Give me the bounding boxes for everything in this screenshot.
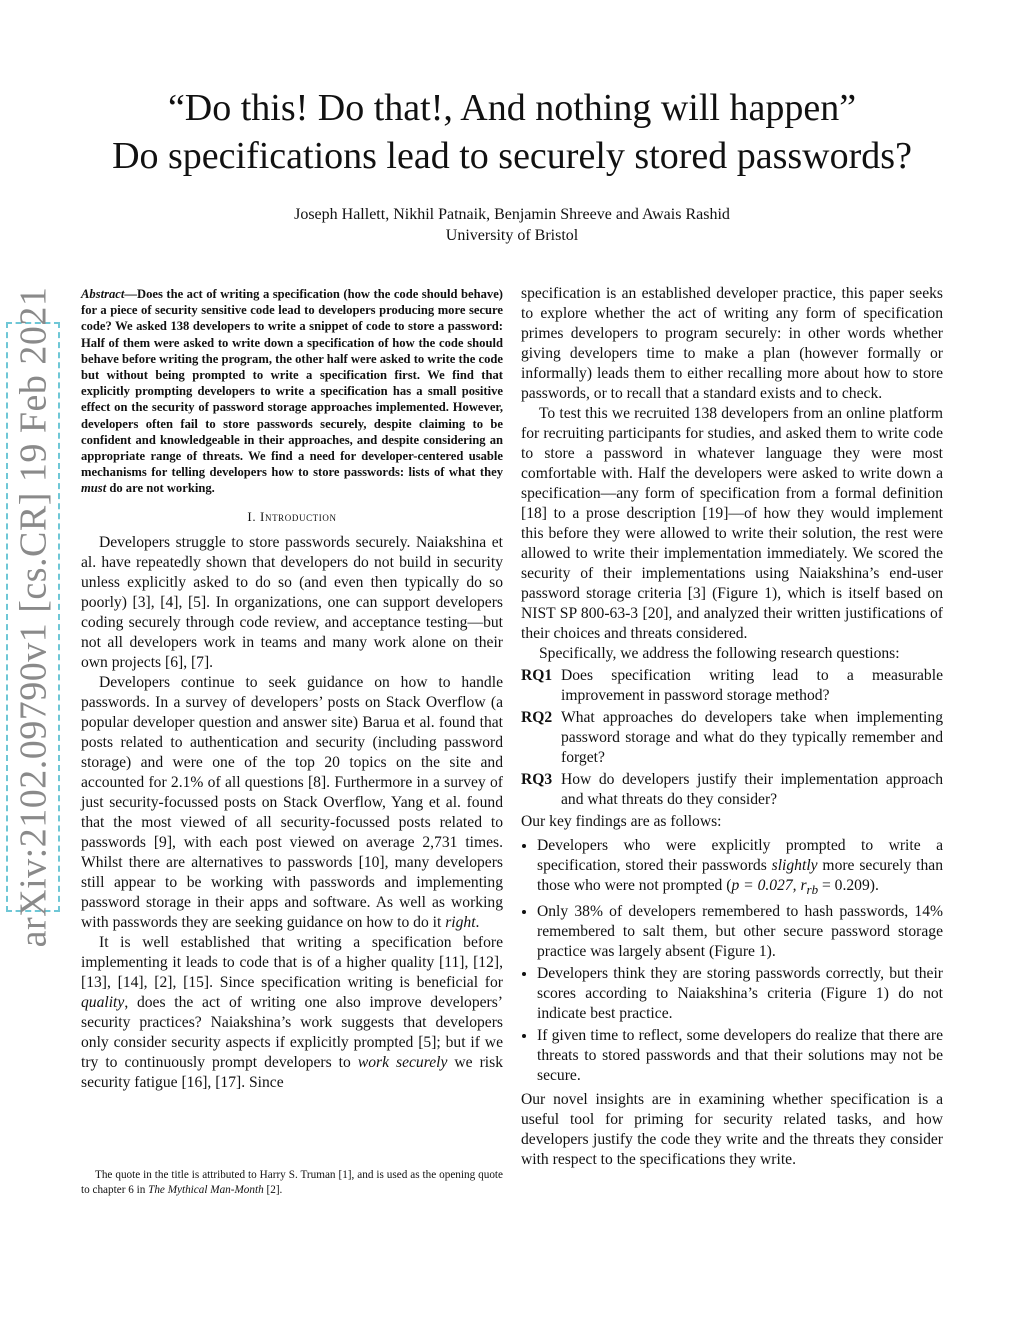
finding-1-stats-2: = 0.209 (818, 877, 870, 894)
rq-text: How do developers justify their implementation approach and what threats do they consider? (561, 771, 943, 808)
list-item: • Only 38% of developers remembered to hash passwords, 14% remembered to salt them, but other secure password storage practice was largely absent (Figure 1). (537, 902, 943, 962)
arxiv-stamp (6, 286, 60, 948)
intro-p3-work-securely: work securely (357, 1053, 448, 1071)
title-line-1: “Do this! Do that!, And nothing will happen” (167, 87, 857, 129)
authors: Joseph Hallett, Nikhil Patnaik, Benjamin Shreeve and Awais Rashid (294, 206, 730, 223)
research-question-3 (521, 770, 943, 810)
abstract-text-a: —Does the act of writing a specification (how the code should behave) for a piece of security sensitive code lead to developers producing more secure code? We asked 138 developers to write a snippet of code to store a password: Half of them were asked to write down a specification of how the code should behave before writing the program, the other half were asked to write the code but without being prompted to write a specification first. We find that explicitly prompting developers to write a specification has a small positive effect on the security of password storage approaches implemented. However, developers often fail to store passwords securely, despite claiming to be confident and knowledgeable in their approaches, and despite considering an appropriate range of threats. We find a need for developer-centered usable mechanisms for telling developers how to store passwords: lists of what they (81, 287, 503, 480)
finding-1-text-c: ). (869, 877, 879, 894)
title-line-2: Do specifications lead to securely stored passwords? (112, 135, 912, 177)
intro-p3-text-c: we risk security fatigue [16], [17]. Since (81, 1053, 503, 1091)
affiliation: University of Bristol (445, 227, 579, 244)
finding-1-slightly: slightly (771, 857, 818, 874)
left-column (81, 286, 503, 1093)
section-title-introduction: I. Introduction (247, 508, 337, 524)
intro-paragraph-2 (81, 673, 503, 933)
intro-p2-right: right (445, 913, 476, 931)
right-final-paragraph: Our novel insights are in examining whether specification is a useful tool for priming for security related tasks, and how developers justify the code they write and the threats they consider with respect to the specifications they write. (521, 1091, 943, 1169)
rq-text: What approaches do developers take when implementing password storage and what do they typically remember and forget? (561, 709, 943, 766)
rq-tag: RQ2 (521, 709, 553, 726)
list-item: • If given time to reflect, some developers do realize that there are threats to stored passwords and that their solutions may not be secure. (537, 1026, 943, 1086)
findings-list (521, 836, 943, 1086)
intro-p2-text-a: Developers continue to seek guidance on how to handle passwords. In a survey of developers’ posts on Stack Overflow (a popular developer question and answer site) Barua et al. found that posts related to authentication and security (including password storage) and were one of the top 20 topics on the site and accounted for 2.1% of all questions [8]. Furthermore in a survey of just security-focussed posts on Stack Overflow, Yang et al. found that the most viewed of all security-focussed posts related to passwords [9], with each post viewed on average 2,731 times. Whilst there are alternatives to passwords [10], many developers still appear to be working with passwords and implementing password storage in their apps and software. As well as working with passwords they are seeking guidance on how to do it (81, 673, 503, 931)
author-block (0, 204, 1024, 246)
intro-paragraph-3 (81, 933, 503, 1093)
arxiv-id: arXiv:2102.09790v1 [cs.CR] 19 Feb 2021 (12, 286, 55, 948)
research-question-1 (521, 666, 943, 706)
finding-1-subscript: rb (806, 882, 819, 898)
footnote (81, 1168, 503, 1197)
abstract-must: must (81, 481, 107, 496)
rq-tag: RQ1 (521, 667, 553, 684)
list-item: • Developers think they are storing passwords correctly, but their scores according to Naiakshina’s criteria (Figure 1) do not indicate best practice. (537, 964, 943, 1024)
finding-1-text-b: more securely than those who were not prompted ( (537, 857, 943, 894)
rq-text: Does specification writing lead to a measurable improvement in password storage method? (561, 667, 943, 704)
abstract-label: Abstract (81, 287, 125, 301)
abstract-text-b: do are not working. (106, 481, 215, 496)
intro-p3-text-b: , does the act of writing one also improve developers’ security practices? Naiakshina’s work suggests that developers only consider security aspects if explicitly prompted [5]; but if we try to continuously prompt developers to (81, 993, 503, 1071)
paper-title (0, 84, 1024, 180)
finding-1-stats: p = 0.027, r (731, 877, 807, 894)
abstract (81, 286, 503, 497)
research-question-2 (521, 708, 943, 768)
intro-p2-text-b: . (475, 913, 480, 931)
list-item (537, 836, 943, 900)
footnote-text (81, 1168, 503, 1197)
right-paragraph-3: Specifically, we address the following research questions: (539, 645, 900, 662)
rq-tag: RQ3 (521, 771, 553, 788)
finding-1-text-a: Developers who were explicitly prompted to write a specification, stored their passwords (537, 837, 943, 874)
intro-p3-text-a: It is well established that writing a specification before implementing it leads to code that is of a higher quality [11], [12], [13], [14], [2], [15]. Since specification writing is beneficial for (81, 933, 503, 991)
right-column (521, 284, 943, 1170)
intro-paragraph-1: Developers struggle to store passwords securely. Naiakshina et al. have repeatedly shown that developers do not build in security unless explicitly asked to do so (and even then typically do so poorly) [3], [4], [5]. In organizations, one can support developers coding securely through code review, and acceptance testing—but not all developers work in teams and many work alone on their own projects [6], [7]. (81, 533, 503, 671)
footnote-book-title: The Mythical Man-Month (148, 1183, 264, 1196)
intro-p3-quality: quality (81, 993, 125, 1011)
findings-intro: Our key findings are as follows: (521, 813, 722, 830)
right-paragraph-1: specification is an established developer practice, this paper seeks to explore whether the act of writing any form of specification primes developers to program securely: in other words whether giving developers time to make a plan (however formally or informally) leads them to either recalling more about how to store passwords, or to recall that a standard exists and to check. (521, 285, 943, 402)
footnote-text-b: [2]. (263, 1183, 283, 1196)
footnote-text-a: The quote in the title is attributed to Harry S. Truman [1], and is used as the opening quote to chapter 6 in (81, 1169, 503, 1196)
right-paragraph-2: To test this we recruited 138 developers from an online platform for recruiting participants for studies, and asked them to write code to store a password in whatever language they were most comfortable with. Half the developers were asked to write down a specification—any form of specification from a formal definition [18] to a prose description [19]—of how they would implement this before they were allowed to write their solution, the rest were allowed to write their implementation immediately. We scored the security of their implementations using Naiakshina’s end-user password storage criteria [3] (Figure 1), which is itself based on NIST SP 800-63-3 [20], and analyzed their written justifications of their choices and threats considered. (521, 405, 943, 642)
